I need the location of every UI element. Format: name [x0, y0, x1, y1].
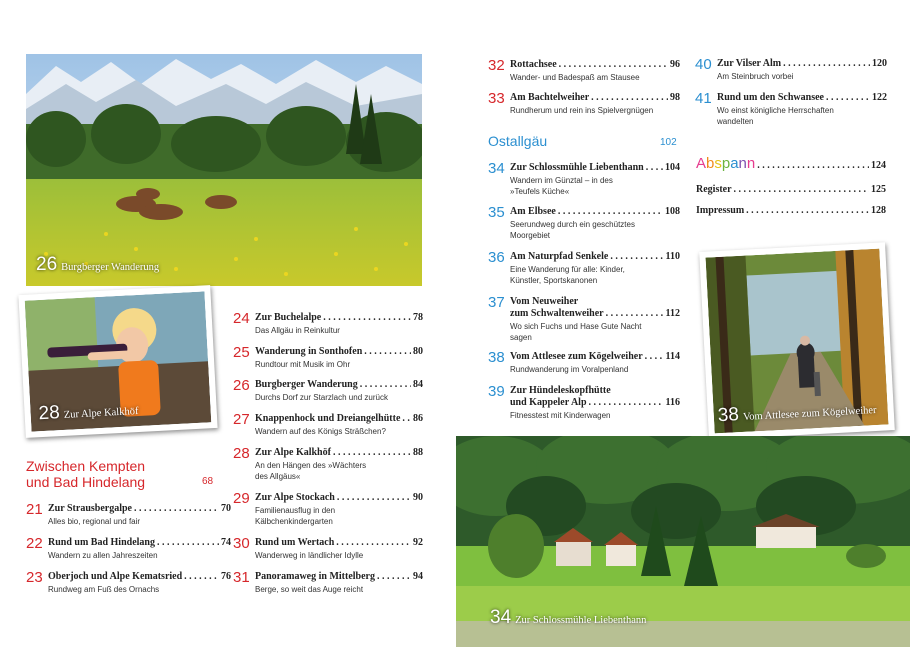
- entry-subtitle: Eine Wanderung für alle: Kinder, Künstler, Sportskanonen: [510, 265, 625, 285]
- section-page-number: 68: [202, 476, 214, 487]
- abspann-letter: p: [721, 155, 731, 172]
- toc-entry-29[interactable]: [233, 492, 423, 527]
- photo-attlesee-walker: [699, 242, 895, 439]
- entry-title: zum Schwaltenweiher: [510, 308, 604, 319]
- entry-number: 32: [488, 57, 505, 74]
- entry-page: 94: [413, 571, 423, 582]
- entry-number: 30: [233, 535, 250, 552]
- toc-entry-28[interactable]: [233, 447, 423, 482]
- abspann-letter: a: [730, 155, 739, 172]
- entry-page: 96: [670, 59, 680, 70]
- abspann-letter: s: [714, 155, 722, 172]
- entry-subtitle: Wo sich Fuchs und Hase Gute Nacht sagen: [510, 322, 642, 342]
- entry-subtitle: Rundwanderung im Voralpenland: [510, 365, 629, 374]
- photo-caption: [490, 607, 646, 629]
- entry-title-line1: Zur Hündeleskopfhütte: [510, 385, 611, 396]
- section-title-line2: und Bad Hindelang: [26, 474, 146, 490]
- entry-subtitle: Rundweg am Fuß des Ornachs: [48, 585, 160, 594]
- entry-title: Am Elbsee: [510, 206, 556, 217]
- toc-register[interactable]: [696, 184, 886, 196]
- impressum-page: 128: [871, 205, 886, 216]
- entry-number: 38: [488, 349, 505, 366]
- toc-entry-35[interactable]: [488, 206, 680, 241]
- toc-entry-34[interactable]: [488, 162, 680, 197]
- toc-entry-27[interactable]: [233, 413, 423, 437]
- entry-subtitle: Wandern auf des Königs Sträßchen?: [255, 427, 386, 436]
- entry-page: 104: [665, 162, 680, 173]
- entry-subtitle: Das Allgäu in Reinkultur: [255, 326, 340, 335]
- entry-page: 108: [665, 206, 680, 217]
- section-page-number: 102: [660, 137, 677, 148]
- toc-entry-21[interactable]: [26, 503, 231, 527]
- entry-page: 76: [221, 571, 231, 582]
- entry-number: 37: [488, 294, 505, 311]
- photo-schlossmuehle-landscape: [456, 436, 910, 647]
- entry-title: Knappenhock und Dreiangelhütte: [255, 413, 401, 424]
- toc-entry-30[interactable]: [233, 537, 423, 561]
- abspann-title: [696, 155, 756, 172]
- entry-page: 88: [413, 447, 423, 458]
- entry-title: Zur Alpe Kalkhöf: [255, 447, 331, 458]
- toc-entry-31[interactable]: [233, 571, 423, 595]
- entry-title: Oberjoch und Alpe Kematsried: [48, 571, 183, 582]
- entry-page: 114: [665, 351, 680, 362]
- entry-subtitle: Wander- und Badespaß am Stausee: [510, 73, 640, 82]
- caption-text: Zur Schlossmühle Liebenthann: [515, 615, 647, 626]
- toc-entry-37[interactable]: [488, 296, 680, 343]
- entry-number: 22: [26, 535, 43, 552]
- toc-entry-36[interactable]: [488, 251, 680, 286]
- abspann-letter: A: [696, 155, 707, 172]
- entry-subtitle: An den Hängen des »Wächters des Allgäus«: [255, 461, 367, 481]
- entry-number: 35: [488, 204, 505, 221]
- entry-title: Rund um Wertach: [255, 537, 335, 548]
- entry-number: 23: [26, 569, 43, 586]
- entry-title: Rund um den Schwansee: [717, 92, 824, 103]
- entry-title: Zur Strausbergalpe: [48, 503, 132, 514]
- photo-child-drinking: [18, 285, 217, 438]
- entry-number: 31: [233, 569, 250, 586]
- abspann-page: 124: [871, 160, 886, 171]
- caption-text: Burgberger Wanderung: [61, 262, 160, 273]
- entry-page: 116: [665, 397, 680, 408]
- register-label: Register: [696, 184, 732, 195]
- toc-entry-38[interactable]: [488, 351, 680, 375]
- entry-title: Am Bachtelweiher: [510, 92, 590, 103]
- entry-number: 27: [233, 411, 250, 428]
- entry-page: 86: [413, 413, 423, 424]
- toc-entry-40[interactable]: [695, 58, 887, 82]
- caption-number: 34: [490, 607, 512, 628]
- entry-subtitle: Rundherum und rein ins Spielvergnügen: [510, 106, 654, 115]
- entry-subtitle: Berge, so weit das Auge reicht: [255, 585, 364, 594]
- abspann-letter: n: [738, 155, 747, 172]
- entry-page: 112: [665, 308, 680, 319]
- entry-number: 33: [488, 90, 505, 107]
- section-title-zwischen-kempten: [26, 458, 145, 490]
- entry-page: 110: [665, 251, 680, 262]
- entry-page: 78: [413, 312, 423, 323]
- entry-subtitle: Durchs Dorf zur Starzlach und zurück: [255, 393, 388, 402]
- entry-title: Burgberger Wanderung: [255, 379, 358, 390]
- entry-number: 36: [488, 249, 505, 266]
- photo-caption: [36, 254, 159, 276]
- entry-page: 70: [221, 503, 231, 514]
- entry-title: Zur Vilser Alm: [717, 58, 782, 69]
- entry-subtitle: Familienausflug in den Kälbchenkindergarten: [255, 506, 336, 526]
- caption-number: 38: [717, 404, 740, 427]
- section-title-line1: Zwischen Kempten: [26, 458, 146, 474]
- toc-abspann[interactable]: [696, 155, 886, 172]
- toc-entry-23[interactable]: [26, 571, 231, 595]
- entry-title: Zur Schlossmühle Liebenthann: [510, 162, 644, 173]
- caption-number: 28: [38, 402, 61, 425]
- entry-title: Panoramaweg in Mittelberg: [255, 571, 375, 582]
- entry-number: 26: [233, 377, 250, 394]
- caption-number: 26: [36, 254, 58, 275]
- entry-subtitle: Wandern im Günztal – in des »Teufels Küche«: [510, 176, 613, 196]
- toc-entry-32[interactable]: [488, 59, 680, 83]
- entry-page: 84: [413, 379, 423, 390]
- entry-title: Am Naturpfad Senkele: [510, 251, 609, 262]
- entry-number: 40: [695, 56, 712, 73]
- photo-burgberger-meadow: [26, 54, 422, 286]
- entry-number: 29: [233, 490, 250, 507]
- caption-text: Zur Alpe Kalkhöf: [63, 406, 139, 421]
- entry-subtitle: Alles bio, regional und fair: [48, 517, 141, 526]
- entry-subtitle: Rundtour mit Musik im Ohr: [255, 360, 351, 369]
- toc-entry-33[interactable]: [488, 92, 680, 116]
- toc-entry-39[interactable]: [488, 385, 680, 421]
- entry-title-line1: Vom Neuweiher: [510, 296, 579, 307]
- entry-page: 90: [413, 492, 423, 503]
- entry-number: 25: [233, 344, 250, 361]
- caption-text: Vom Attlesee zum Kögelweiher: [742, 404, 877, 423]
- entry-number: 24: [233, 310, 250, 327]
- entry-title: Zur Alpe Stockach: [255, 492, 335, 503]
- entry-number: 34: [488, 160, 505, 177]
- entry-subtitle: Wo einst königliche Herrschaften wandelten: [717, 106, 834, 126]
- entry-number: 21: [26, 501, 43, 518]
- toc-impressum[interactable]: [696, 205, 886, 217]
- toc-entry-24[interactable]: [233, 312, 423, 336]
- entry-subtitle: Am Steinbruch vorbei: [717, 72, 794, 81]
- entry-title: Rund um Bad Hindelang: [48, 537, 155, 548]
- entry-title: und Kappeler Alp: [510, 397, 587, 408]
- entry-page: 80: [413, 346, 423, 357]
- abspann-letter: b: [706, 155, 715, 172]
- entry-subtitle: Seerundweg durch ein geschütztes Moorgebiet: [510, 220, 635, 240]
- toc-entry-26[interactable]: [233, 379, 423, 403]
- toc-entry-22[interactable]: [26, 537, 231, 561]
- section-title-ostallgaeu: Ostallgäu: [488, 133, 548, 149]
- entry-page: 74: [221, 537, 231, 548]
- entry-subtitle: Wandern zu allen Jahreszeiten: [48, 551, 158, 560]
- entry-title: Zur Buchelalpe: [255, 312, 322, 323]
- toc-entry-25[interactable]: [233, 346, 423, 370]
- entry-subtitle: Wanderweg in ländlicher Idylle: [255, 551, 364, 560]
- entry-title: Vom Attlesee zum Kögelweiher: [510, 351, 643, 362]
- entry-page: 120: [872, 58, 887, 69]
- entry-page: 92: [413, 537, 423, 548]
- entry-page: 122: [872, 92, 887, 103]
- entry-number: 41: [695, 90, 712, 107]
- impressum-label: Impressum: [696, 205, 745, 216]
- entry-title: Rottachsee: [510, 59, 557, 70]
- entry-title: Wanderung in Sonthofen: [255, 346, 363, 357]
- entry-subtitle: Fitnesstest mit Kinderwagen: [510, 411, 611, 420]
- register-page: 125: [871, 184, 886, 195]
- entry-number: 39: [488, 383, 505, 400]
- abspann-letter: n: [746, 155, 756, 172]
- entry-page: 98: [670, 92, 680, 103]
- entry-number: 28: [233, 445, 250, 462]
- toc-entry-41[interactable]: [695, 92, 887, 127]
